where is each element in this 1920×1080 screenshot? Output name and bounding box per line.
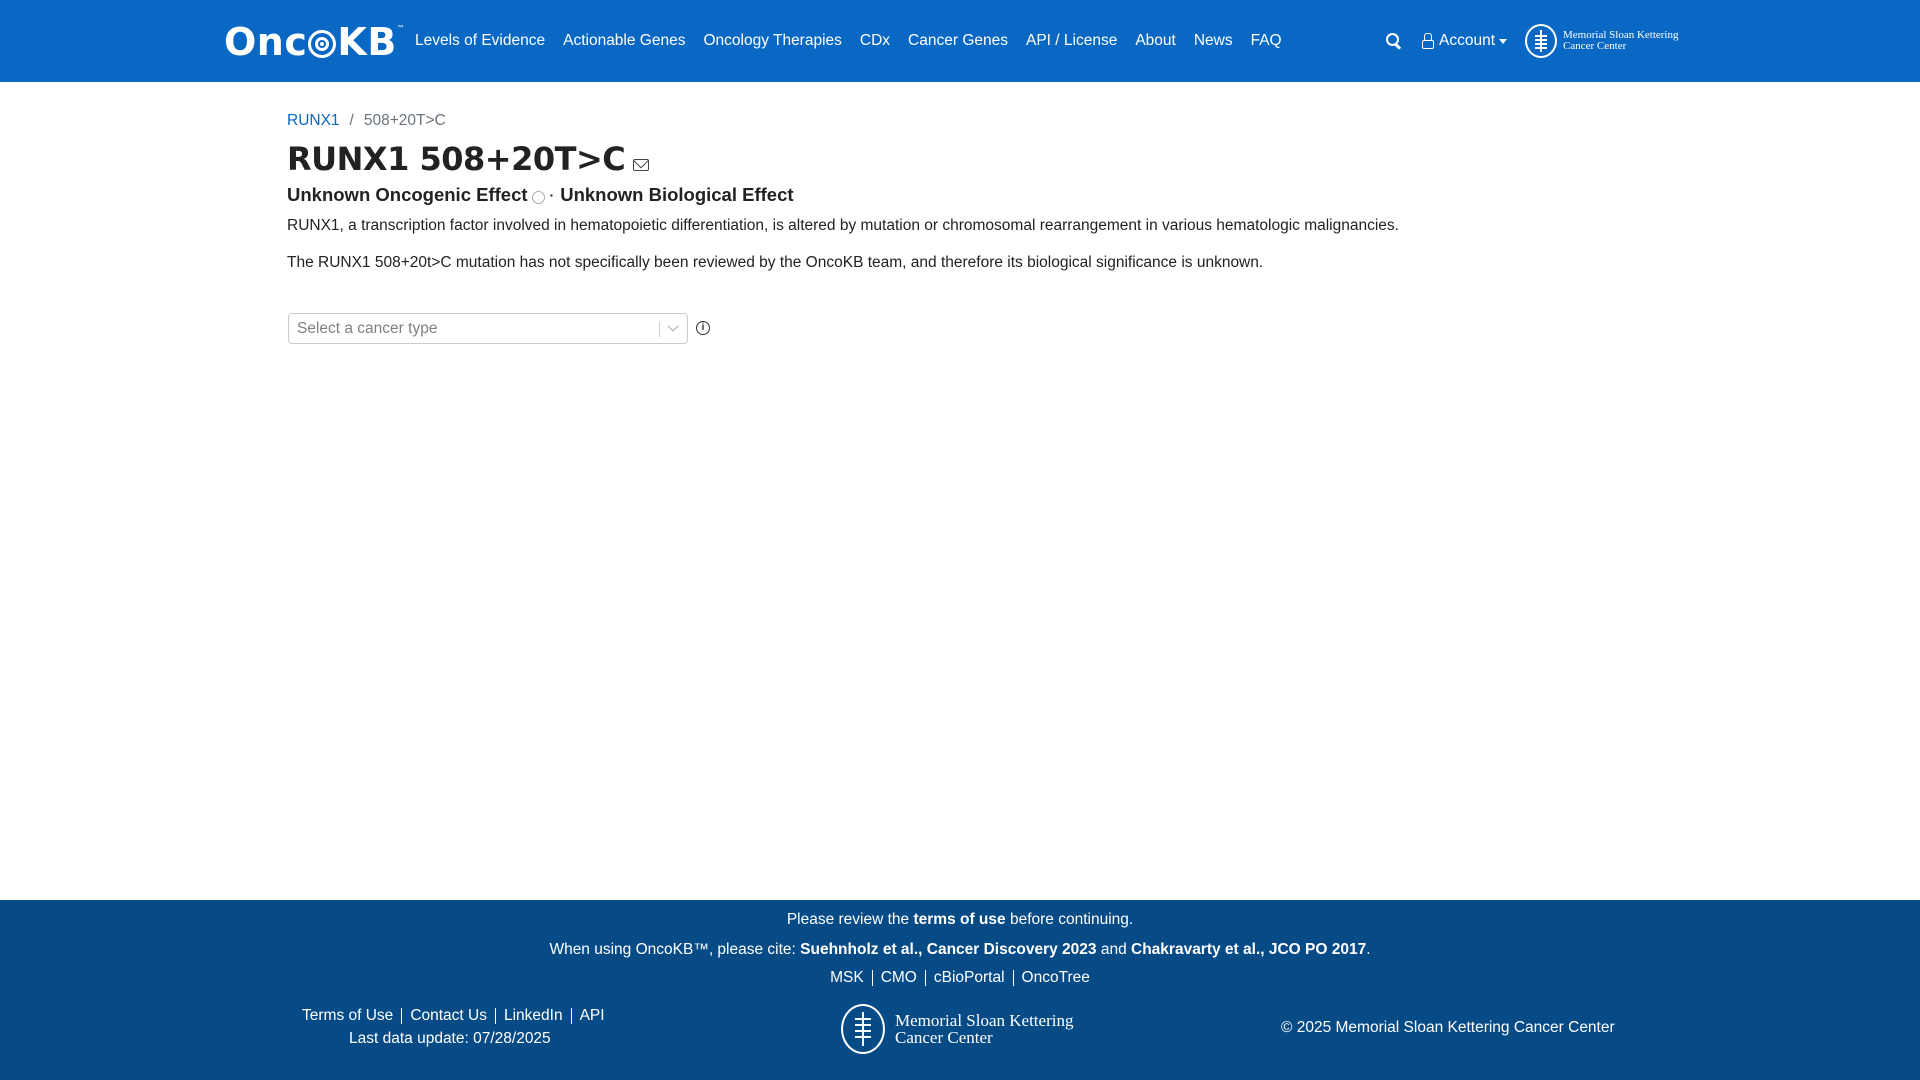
nav-faq[interactable]: FAQ — [1250, 32, 1282, 49]
external-links — [0, 969, 1920, 987]
nav-right — [1385, 0, 1679, 82]
footer-left — [302, 1007, 605, 1048]
msk-header-logo[interactable] — [1525, 24, 1678, 58]
cancer-type-select[interactable] — [288, 313, 688, 344]
caret-down-icon — [1499, 39, 1507, 44]
nav-levels-of-evidence[interactable]: Levels of Evidence — [415, 32, 546, 49]
msk-footer-line-1: Memorial Sloan Kettering — [895, 1011, 1074, 1030]
footer-contact-us[interactable]: Contact Us — [410, 1007, 487, 1024]
nav-cdx[interactable]: CDx — [859, 32, 891, 49]
terms-of-use-link[interactable]: terms of use — [913, 911, 1006, 928]
nav-api-license[interactable]: API / License — [1026, 32, 1118, 49]
info-icon[interactable]: i — [696, 321, 710, 335]
footer-terms-of-use[interactable]: Terms of Use — [302, 1007, 394, 1024]
msk-footer-line-2: Cancer Center — [895, 1028, 993, 1047]
select-divider — [659, 322, 660, 337]
citation-link-2[interactable]: Chakravarty et al., JCO PO 2017 — [1131, 941, 1367, 958]
user-icon — [1421, 33, 1435, 49]
page-title — [287, 140, 649, 178]
top-navbar — [0, 0, 1920, 82]
mutation-description: The RUNX1 508+20t>C mutation has not specifically been reviewed by the OncoKB team, and therefore its biological significance is unknown. — [287, 254, 1264, 271]
footer-api[interactable]: API — [579, 1007, 605, 1024]
citation-link-1[interactable]: Suehnholz et al., Cancer Discovery 2023 — [800, 941, 1097, 958]
oncogenic-effect: Unknown Oncogenic Effect — [287, 184, 528, 205]
target-logo-icon — [308, 30, 336, 58]
msk-logo-line-2: Cancer Center — [1563, 40, 1627, 52]
gene-description: RUNX1, a transcription factor involved in hematopoietic differentiation, is altered by mutation or chromosomal rearrangement in various hematologic malignancies. — [287, 217, 1399, 234]
logo-text-start: Onc — [224, 20, 308, 64]
cite-end: . — [1366, 941, 1371, 958]
last-data-update: Last data update: 07/28/2025 — [349, 1030, 551, 1047]
breadcrumb-gene-link[interactable]: RUNX1 — [287, 112, 340, 129]
footer-linkedin[interactable]: LinkedIn — [503, 1007, 563, 1024]
oncogenic-circle-icon — [532, 191, 545, 204]
effects-heading — [287, 184, 794, 206]
citation-notice — [0, 941, 1920, 959]
page-title-text: RUNX1 508+20T>C — [287, 140, 626, 178]
oncokb-logo[interactable] — [224, 22, 405, 62]
cite-prefix: When using OncoKB™, please cite: — [549, 941, 796, 958]
biological-effect: Unknown Biological Effect — [560, 184, 794, 205]
msk-emblem-icon — [1525, 24, 1557, 58]
breadcrumb — [287, 112, 446, 130]
nav-about[interactable]: About — [1135, 32, 1176, 49]
nav-news[interactable]: News — [1193, 32, 1233, 49]
nav-cancer-genes[interactable]: Cancer Genes — [908, 32, 1008, 49]
effect-separator: · — [549, 187, 555, 203]
breadcrumb-separator: / — [349, 112, 354, 129]
account-dropdown[interactable] — [1421, 32, 1507, 50]
msk-logo-text — [1563, 30, 1678, 52]
msk-logo-line-1: Memorial Sloan Kettering — [1563, 29, 1679, 41]
msk-footer-logo[interactable] — [841, 1004, 1073, 1054]
breadcrumb-alteration: 508+20T>C — [363, 112, 446, 129]
nav-actionable-genes[interactable]: Actionable Genes — [563, 32, 686, 49]
chevron-down-icon[interactable] — [667, 320, 678, 331]
cite-and: and — [1100, 941, 1127, 958]
footer-link-cmo[interactable]: CMO — [880, 969, 917, 986]
mail-icon[interactable] — [633, 159, 649, 171]
terms-prefix: Please review the — [786, 911, 910, 928]
footer-link-oncotree[interactable]: OncoTree — [1021, 969, 1090, 986]
logo-text-end: KB — [337, 20, 397, 64]
terms-notice — [0, 911, 1920, 929]
msk-footer-logo-text — [895, 1012, 1073, 1046]
copyright: © 2025 Memorial Sloan Kettering Cancer Center — [1281, 1019, 1615, 1036]
msk-footer-emblem-icon — [841, 1004, 885, 1054]
cancer-type-placeholder: Select a cancer type — [297, 320, 438, 337]
search-icon[interactable] — [1385, 32, 1403, 50]
trademark-symbol: ™ — [396, 23, 406, 33]
main-nav — [415, 0, 1300, 82]
terms-suffix: before continuing. — [1009, 911, 1134, 928]
footer-link-msk[interactable]: MSK — [830, 969, 864, 986]
account-label: Account — [1439, 32, 1496, 49]
footer-link-cbioportal[interactable]: cBioPortal — [933, 969, 1005, 986]
footer — [0, 900, 1920, 1080]
nav-oncology-therapies[interactable]: Oncology Therapies — [703, 32, 842, 49]
